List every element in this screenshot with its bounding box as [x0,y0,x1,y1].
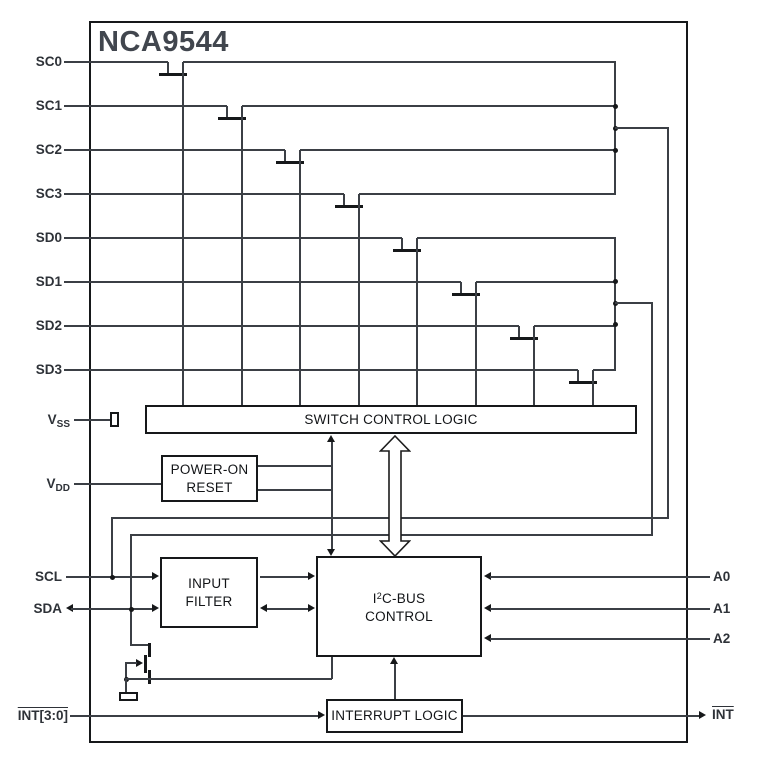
block-label: FILTER [185,593,233,609]
pin-label-sda: SDA [33,601,62,616]
block-i2c-bus-control [316,556,482,657]
arrowhead [699,711,706,719]
pin-label-scl: SCL [35,569,62,584]
block-label: SWITCH CONTROL LOGIC [304,411,478,427]
block-label: RESET [186,479,233,495]
wire-int-out [463,715,700,717]
int-text: $\overline{INT}$ [712,707,734,722]
int30-text: INT[3:0] [17,708,68,723]
pin-label-sc1: SC1 [35,98,62,113]
block-label: INPUT [188,576,230,591]
bus-double-arrow [379,435,411,557]
vss-base: V [47,412,57,427]
block-switch-control-logic [145,405,637,434]
pin-label-sc3: SC3 [35,186,62,201]
i2c-sup: 2 [376,591,382,601]
pin-label-sd0: SD0 [35,230,62,245]
block-interrupt-logic [326,699,463,733]
block-power-on-reset [161,455,258,502]
pin-label-sc0: SC0 [35,54,62,69]
wire [394,663,396,700]
block-label [373,588,426,608]
vdd-sub: DD [55,483,70,494]
pin-label-a0: A0 [713,569,731,584]
pin-label-a2: A2 [713,631,731,646]
block-label: INTERRUPT LOGIC [331,708,458,724]
pin-label-a1: A1 [713,601,731,616]
i2c-post: C-BUS [382,591,426,606]
i2c-pre: I [372,591,377,606]
arrowhead [318,711,325,719]
wire-int-in [70,715,318,717]
chip-title: NCA9544 [98,26,229,58]
pin-label-sd3: SD3 [35,362,62,377]
pin-label-sd1: SD1 [35,274,62,289]
block-label: POWER-ON [170,462,249,477]
block-label: CONTROL [365,608,433,624]
arrowhead [390,657,398,664]
vss-sub: SS [56,419,70,430]
vdd-base: V [46,476,56,491]
pin-label-sd2: SD2 [35,318,62,333]
block-input-filter [160,557,258,628]
pin-label-sc2: SC2 [35,142,62,157]
